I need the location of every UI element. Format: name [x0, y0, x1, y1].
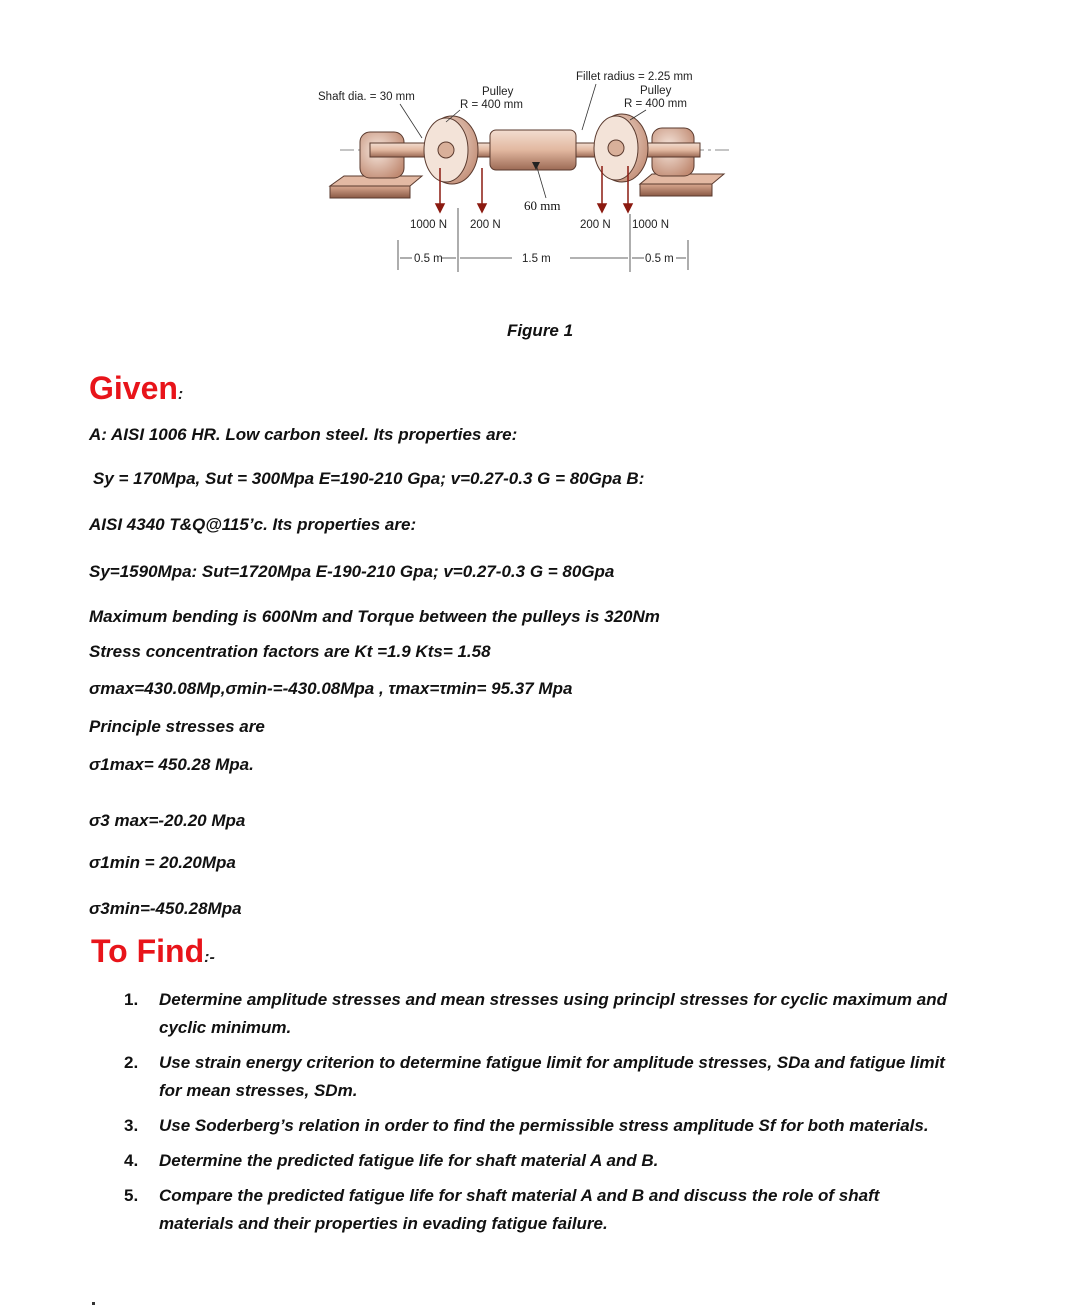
given-line-2: Sy = 170Mpa, Sut = 300Mpa E=190-210 Gpa; v=0.27-0.3 G = 80Gpa B:	[93, 469, 645, 488]
label-dim-left: 0.5 m	[414, 253, 443, 265]
label-dim-right: 0.5 m	[645, 253, 674, 265]
given-line-1: A: AISI 1006 HR. Low carbon steel. Its properties are:	[89, 425, 518, 444]
given-line-4: Sy=1590Mpa: Sut=1720Mpa E-190-210 Gpa; v=0.27-0.3 G = 80Gpa	[89, 562, 615, 581]
label-shaft-dia: Shaft dia. = 30 mm	[318, 91, 415, 103]
given-line-12: σ3min=-450.28Mpa	[89, 899, 242, 918]
right-base	[640, 184, 712, 196]
list-item: 5. Compare the predicted fatigue life for shaft material A and B and discuss the role of shaft materials and their properties in evading fatigue failure.	[124, 1186, 880, 1233]
label-pulley-left: Pulley	[482, 86, 514, 98]
label-load-200-left: 200 N	[470, 219, 501, 231]
label-fillet: Fillet radius = 2.25 mm	[576, 71, 693, 83]
list-item: 2. Use strain energy criterion to determine fatigue limit for amplitude stresses, SDa and fatigue limit for mean stresses, SDm.	[124, 1053, 945, 1100]
shaft-diagram	[300, 58, 740, 288]
left-base	[330, 186, 410, 198]
shaft-figure	[300, 58, 740, 288]
given-line-6: Stress concentration factors are Kt =1.9 Kts= 1.58	[89, 642, 491, 661]
list-item: 1. Determine amplitude stresses and mean stresses using principl stresses for cyclic maximum and cyclic minimum.	[124, 990, 947, 1037]
label-pulley-right-radius: R = 400 mm	[624, 98, 687, 110]
label-pulley-left-radius: R = 400 mm	[460, 99, 523, 111]
given-line-11: σ1min = 20.20Mpa	[89, 853, 236, 872]
given-line-8: Principle stresses are	[89, 717, 265, 736]
label-dim-mid: 1.5 m	[522, 253, 551, 265]
list-item: 4. Determine the predicted fatigue life for shaft material A and B.	[124, 1151, 659, 1170]
given-line-3: AISI 4340 T&Q@115’c. Its properties are:	[89, 515, 417, 534]
to-find-heading: To Find:-	[91, 933, 215, 969]
given-heading: Given:	[89, 370, 184, 406]
label-load-1000-right: 1000 N	[632, 219, 670, 231]
stray-mark	[92, 1302, 95, 1305]
label-pulley-right: Pulley	[640, 85, 672, 97]
given-line-10: σ3 max=-20.20 Mpa	[89, 811, 246, 830]
given-line-5: Maximum bending is 600Nm and Torque between the pulleys is 320Nm	[89, 607, 660, 626]
given-line-9: σ1max= 450.28 Mpa.	[89, 755, 254, 774]
figure-caption: Figure 1	[506, 321, 574, 340]
given-line-7: σmax=430.08Mp,σmin-=-430.08Mpa , τmax=τmin= 95.37 Mpa	[89, 679, 573, 698]
list-item: 3. Use Soderberg’s relation in order to find the permissible stress amplitude Sf for both materials.	[124, 1116, 929, 1135]
label-load-200-right: 200 N	[580, 219, 611, 231]
task-list	[124, 986, 954, 1245]
label-load-1000-left: 1000 N	[410, 219, 448, 231]
label-mid-dia: 60 mm	[524, 198, 561, 213]
